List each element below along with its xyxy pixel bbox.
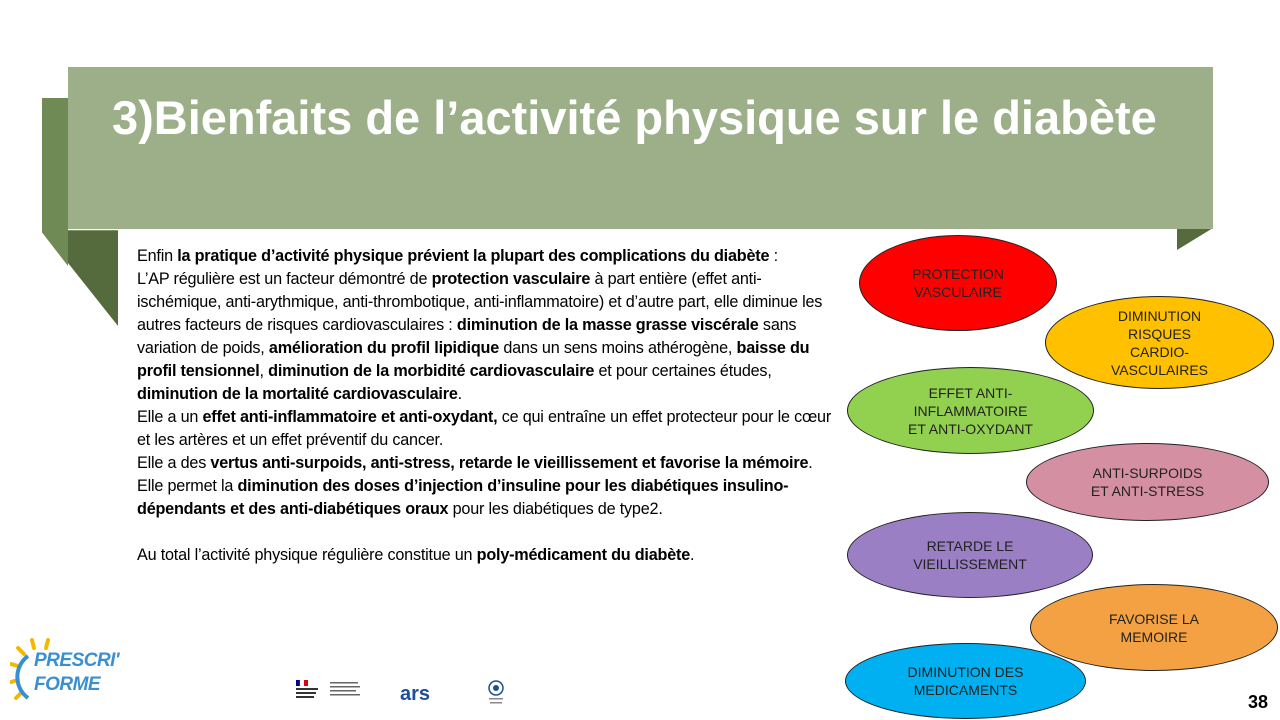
oval-line: RETARDE LE (926, 538, 1014, 554)
paragraph-conclusion: Au total l’activité physique régulière constitue un poly-médicament du diabète. (137, 546, 695, 564)
logo-line1: PRESCRI' (34, 650, 119, 671)
oval-vieillissement (847, 512, 1093, 598)
oval-anti-inflammatoire (847, 367, 1094, 454)
banner-fold-light (42, 98, 68, 266)
slide-title: 3)Bienfaits de l’activité physique sur le diabète (112, 91, 1157, 144)
oval-line: DIMINUTION (1117, 307, 1202, 324)
oval-line: MEDICAMENTS (913, 682, 1018, 698)
oval-line: INFLAMMATOIRE (913, 402, 1028, 419)
oval-line: ANTI-SURPOIDS (1092, 465, 1203, 481)
oval-protection-vasculaire (859, 235, 1057, 331)
body-text (137, 245, 837, 567)
oval-line: DIMINUTION DES (907, 664, 1024, 680)
oval-line: ET ANTI-OXYDANT (908, 420, 1033, 437)
oval-diminution-risques (1045, 296, 1274, 389)
oval-line: FAVORISE LA (1109, 610, 1199, 627)
oval-line: VIEILLISSEMENT (913, 556, 1027, 572)
oval-line: RISQUES (1127, 325, 1191, 342)
logo-line2: FORME (34, 674, 101, 695)
spacer (137, 521, 837, 544)
paragraph-intro: Enfin la pratique d’activité physique prévient la plupart des complications du diabète : (137, 247, 778, 265)
paragraph-insulin: Elle permet la diminution des doses d’injection d’insuline pour les diabétiques insulino-dépendants et des anti-diabétiques oraux pour les diabétiques de type2. (137, 477, 789, 518)
assurance-maladie-logo (486, 679, 506, 705)
oval-line: EFFET ANTI- (928, 384, 1013, 401)
page-number: 38 (1248, 692, 1269, 712)
paragraph-vascular: L’AP régulière est un facteur démontré de protection vasculaire à part entière (effet anti-ischémique, anti-arythmique, anti-thrombotique, anti-inflammatoire) et d’autre part, elle diminue les autres facteurs de risques cardiovasculaires : diminution de la masse grasse viscérale sans variation de poids, amélioration du profil lipidique dans un sens moins athérogène, baisse du profil tensionnel, diminution de la morbidité cardiovasculaire et pour certaines études, diminution de la mortalité cardiovasculaire. (137, 270, 823, 403)
sun-icon (10, 636, 120, 708)
oval-anti-surpoids (1026, 443, 1269, 521)
oval-memoire (1030, 584, 1278, 671)
prefet-logo (296, 680, 366, 702)
oval-line: ET ANTI-STRESS (1090, 483, 1205, 499)
oval-line: MEMOIRE (1120, 628, 1188, 645)
prescriforme-logo (10, 636, 120, 708)
oval-line: VASCULAIRE (914, 284, 1002, 300)
oval-line: CARDIO- (1129, 343, 1190, 360)
banner-fold-right (1177, 228, 1213, 250)
oval-medicaments (845, 643, 1086, 719)
paragraph-antiinflammatory: Elle a un effet anti-inflammatoire et anti-oxydant, ce qui entraîne un effet protecteur pour le cœur et les artères et un effet préventif du cancer. (137, 408, 832, 449)
ars-logo: ars (400, 683, 431, 705)
oval-line: PROTECTION (912, 266, 1004, 282)
paragraph-antistress: Elle a des vertus anti-surpoids, anti-stress, retarde le vieillissement et favorise la mémoire. (137, 454, 813, 472)
oval-line: VASCULAIRES (1111, 361, 1208, 378)
